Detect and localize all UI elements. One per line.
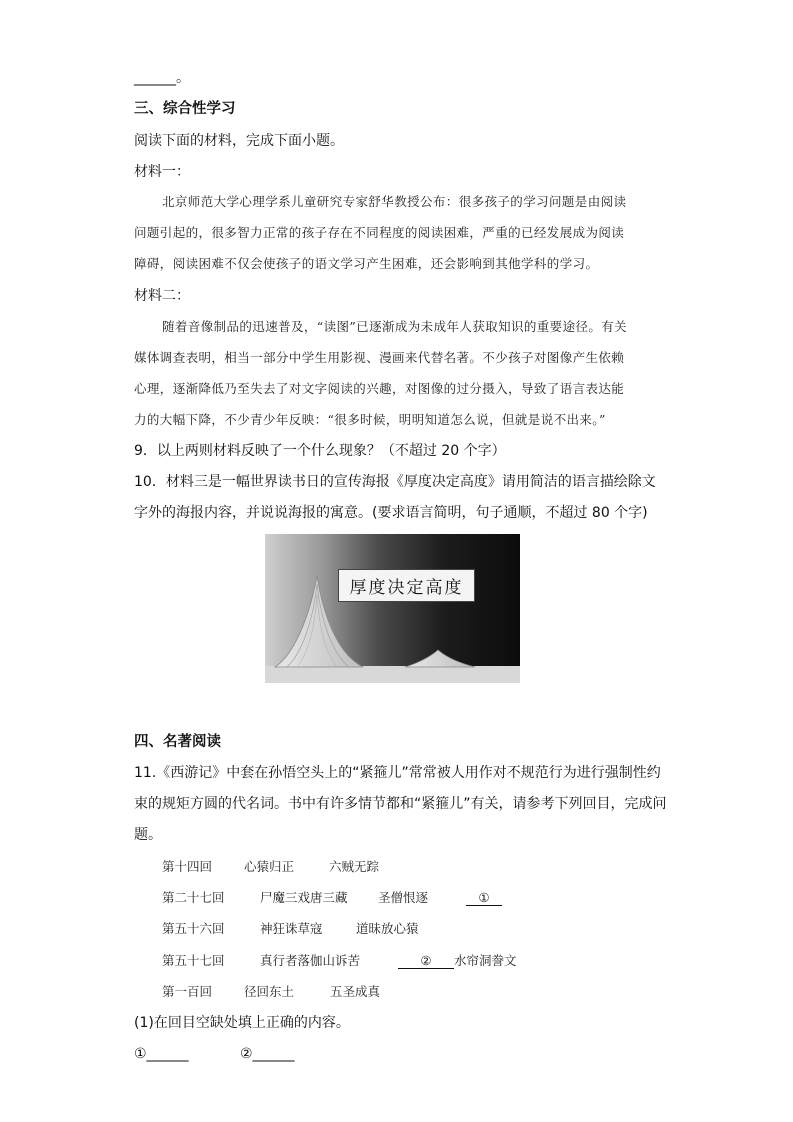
section-heading-classics-reading: 四、名著阅读 [134,734,221,750]
material1-line: 问题引起的，很多智力正常的孩子存在不同程度的阅读困难，严重的已经发展成为阅读 [134,225,625,240]
material1-label: 材料一： [134,164,190,180]
chapter-number: 第一百回 [162,984,213,999]
chapter-title-c: 水帘洞誊文 [454,953,517,968]
reading-instruction: 阅读下面的材料，完成下面小题。 [134,133,344,149]
chapter-row [162,888,502,906]
question-10-line: 10．材料三是一幅世界读书日的宣传海报《厚度决定高度》请用简洁的语言描绘除文 [134,474,656,490]
material2-line: 心理，逐渐降低乃至失去了对文字阅读的兴趣，对图像的过分摄入，导致了语言表达能 [134,381,625,396]
material2-line: 随着音像制品的迅速普及，“读图”已逐渐成为未成年人获取知识的重要途径。有关 [162,319,628,334]
material2-line: 媒体调查表明，相当一部分中学生用影视、漫画来代替名著。不少孩子对图像产生依赖 [134,350,625,365]
chapter-title-a: 尸魔三戏唐三藏 [260,890,348,905]
chapter-title-a: 神狂诛草寇 [260,921,323,936]
fill-blank-2[interactable]: ② [398,953,454,969]
open-book-illustration [265,534,520,683]
chapter-title-a: 心猿归正 [244,859,295,874]
chapter-row [162,919,419,937]
answer-slot-2[interactable]: ②______ [240,1046,295,1062]
question-11-line: 题。 [134,827,162,843]
question-10-line: 字外的海报内容，并说说海报的寓意。(要求语言简明，句子通顺，不超过 80 个字) [134,505,648,521]
poster-title: 厚度决定高度 [338,569,475,602]
chapter-title-a: 真行者落伽山诉苦 [260,953,361,968]
chapter-number: 第十四回 [162,859,213,874]
material1-line: 北京师范大学心理学系儿童研究专家舒华教授公布：很多孩子的学习问题是由阅读 [162,194,627,209]
fill-blank-1[interactable]: ① [466,890,502,906]
chapter-title-a: 径回东土 [244,984,295,999]
material2-label: 材料二： [134,288,190,304]
chapter-row [162,857,379,875]
question-11-line: 束的规矩方圆的代名词。书中有许多情节都和“紧箍儿”有关，请参考下列回目，完成问 [134,796,667,812]
chapter-row [162,982,380,1000]
reading-day-poster [265,534,520,683]
section-heading-comprehensive-learning: 三、综合性学习 [134,101,236,117]
sub-question-1: (1)在回目空缺处填上正确的内容。 [134,1015,350,1031]
material1-line: 障碍，阅读困难不仅会使孩子的语文学习产生困难，还会影响到其他学科的学习。 [134,256,599,271]
chapter-title-b: 圣僧恨逐 [378,890,429,905]
chapter-number: 第五十七回 [162,953,225,968]
chapter-row [162,951,517,969]
material2-line: 力的大幅下降，不少青少年反映：“很多时候，明明知道怎么说，但就是说不出来。” [134,412,606,427]
chapter-title-b: 道昧放心猿 [356,921,419,936]
chapter-title-b: 五圣成真 [330,984,381,999]
chapter-number: 第五十六回 [162,921,225,936]
question-11-line: 11.《西游记》中套在孙悟空头上的“紧箍儿”常常被人用作对不规范行为进行强制性约 [134,765,661,781]
previous-answer-blank: ______。 [134,70,190,86]
question-9: 9．以上两则材料反映了一个什么现象？（不超过 20 个字） [134,443,506,459]
chapter-title-b: 六贼无踪 [329,859,380,874]
chapter-number: 第二十七回 [162,890,225,905]
answer-slot-1[interactable]: ①______ [134,1046,189,1062]
